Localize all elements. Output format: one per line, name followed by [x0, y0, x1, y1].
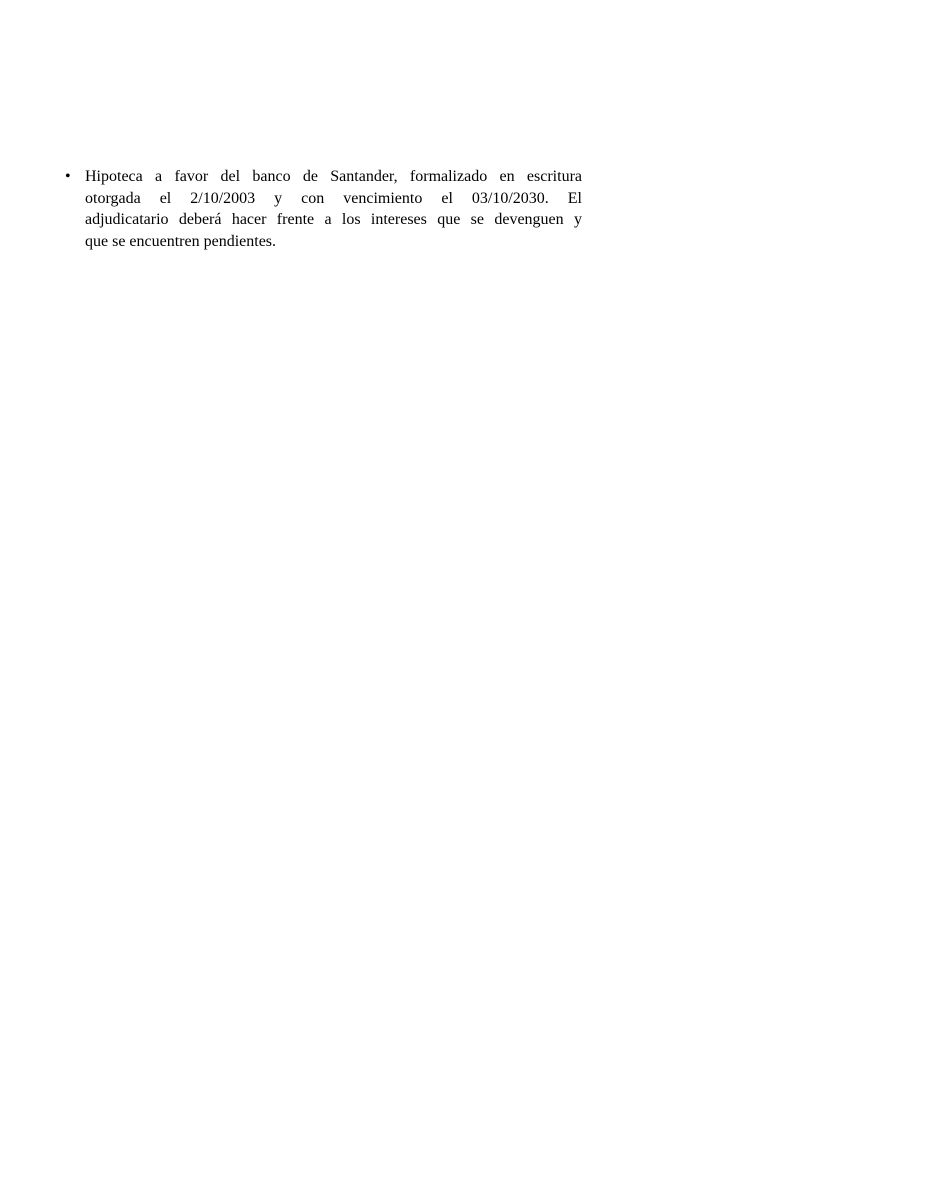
- bullet-paragraph: [85, 166, 582, 253]
- text-line-2: otorgada el 2/10/2003 y con vencimiento el 03/10/2030. El: [85, 189, 582, 207]
- text-line-4: que se encuentren pendientes.: [85, 233, 277, 251]
- text-line-1: Hipoteca a favor del banco de Santander, formalizado en escritura: [85, 168, 582, 185]
- bullet-marker: •: [65, 168, 71, 185]
- bullet-list-item: [65, 166, 582, 253]
- text-line-3: adjudicatario deberá hacer frente a los intereses que se devenguen y: [85, 211, 582, 229]
